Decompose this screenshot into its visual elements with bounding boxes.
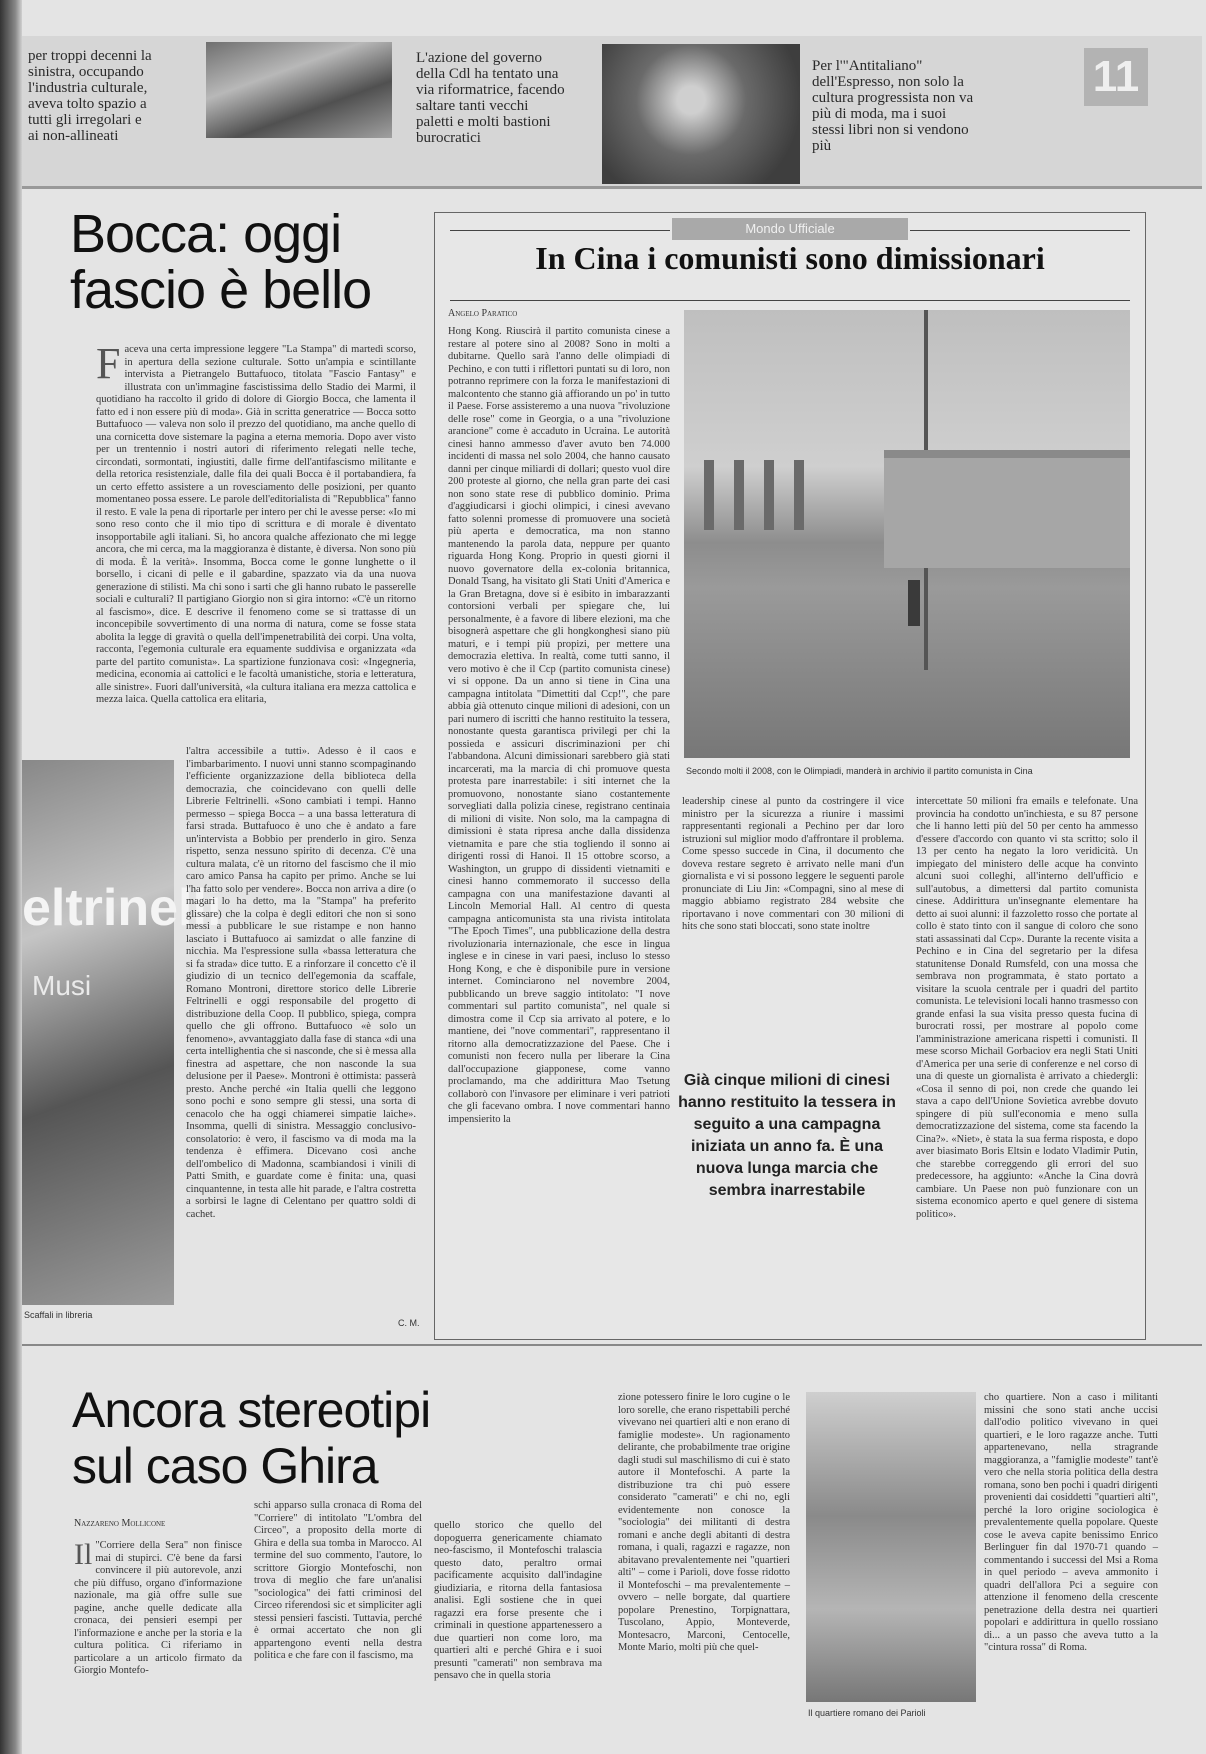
parioli-street-photo <box>806 1392 976 1702</box>
bocca-signature: C. M. <box>398 1318 420 1328</box>
cina-column-1: Hong Kong. Riuscirà il partito comunista cinese a restare al potere sino al 2008? Sono in molti a dubitarne. Quello sarà l'anno delle olimpiadi di Pechino, e con tutti i riflettori puntati su di loro, non potranno reprimere con la forza le manifestazioni di malcontento che stanno già affiorando un po' in tutto il Paese. Forse assisteremo a una nuova "rivoluzione delle rose" come in Georgia, o a una "rivoluzione arancione" come è accaduto in Ucraina. Le autorità cinesi hanno ammesso d'aver avuto ben 74.000 incidenti di massa nel solo 2004, che hanno causato danni per cinque miliardi di dollari; questo vuol dire 200 proteste al giorno, che nella gran parte dei casi non sono state rese di pubblico dominio. Prima d'aggiudicarsi i giochi olimpici, i cinesi avevano fatto solenni promesse di promuovere una società più aperta e democratica, ma non stanno mantenendo la parola data, neppure per quanto riguarda Hong Kong. Proprio in questi giorni il nuovo governatore della ex-colonia britannica, Donald Tsang, ha visitato gli Stati Uniti d'America e la Gran Bretagna, dove si è esibito in imbarazzanti contorsioni verbali per spiegare che, lui personalmente, è a favore di libere elezioni, ma che bisognerà aspettare che gli hongkonghesi siano più maturi, e i tempi più propizi, per mettere una democrazia elettiva. In realtà, come tutti sanno, il vero motivo è che il Ccp (partito comunista cinese) vi si oppone. Da un anno si tiene in Cina una campagna intitolata "Dimettiti dal Ccp!", che pare abbia già ottenuto cinque milioni di adesioni, con un pari numero di iscritti che hanno restituito la tessera, nonostante questa garantisca privilegi per chi la possieda e assicuri discriminazioni per chi l'abbandona. Alcuni dimissionari sarebbero già stati incarcerati, ma la marcia di chi promuove questa protesta pare inarrestabile: i siti internet che la promuovono, nonostante siano costantemente sorvegliati dalla polizia cinese, registrano centinaia di milioni di visite. Non solo, ma la campagna di dimissioni è stata ripresa anche dalla dissidenza vietnamita e pare che stia togliendo il sonno ai dirigenti rossi di Hanoi. Il 15 ottobre scorso, a Washington, un gruppo di dissidenti vietnamiti e cinesi hanno commemorato il successo della campagna con una manifestazione davanti al Lincoln Memorial Hall. Al centro di questa campagna anticomunista sta una rivista intitolata "The Epoch Times", una pubblicazione della destra rivoluzionaria internazionale, che esce in lingua inglese e in cinese in vari paesi, incluso lo stesso Hong Kong, e che è disponibile pure in versione internet. Cominciarono nel novembre 2004, pubblicando un breve saggio intitolato: "I nove commentari sul partito comunista", nel quale si dimostra come il Ccp sia arrivato al potere, e lo mantiene, dei "nove commentari", rappresentano il ritorno alla democratizzazione del Paese. Che i comunisti non fecero nulla per liberare la Cina dall'occupazione giapponese, come vanno proclamando, ma che addirittura Mao Tsetung collaborò con l'invasore per eliminare i veri patrioti che gli facevano ombra. I nove commentari hanno impensierito la <box>448 326 670 1125</box>
ghira-column-2: schi apparso sulla cronaca di Roma del "Corriere" di intitolato "L'ombra del Circeo", a proposito della morte di Ghira e della sua tomba in Marocco. Al termine del suo commento, l'autore, lo scrittore Giorgio Montefoschi, non trova di meglio che fare un'analisi "sociologica" dei fatti criminosi del Circeo riferendosi sic et simpliciter agli stessi pensieri fascisti. Tuttavia, perché è ormai accertato che non gli appartengono eventi nella destra politica e che fare con il fascismo, ma <box>254 1500 422 1661</box>
page-binding-edge <box>0 0 22 1754</box>
bocca-headline <box>70 206 410 318</box>
teaser-left-text: per troppi decenni la sinistra, occupando l'industria culturale, aveva tolto spazio a tutti gli irregolari e ai non-allineati <box>28 48 152 144</box>
top-teaser-strip <box>22 36 1202 189</box>
ghira-column-4: zione potessero finire le loro cugine o le loro sorelle, che erano rispettabili perché vivevano nei quartieri alti e non erano di famiglie modeste». Un ragionamento delirante, che probabilmente trae origine dagli studi sul maschilismo di cui è stato autore il Montefoschi. A parte la distribuzione tra chi può essere considerato "camerati" e chi no, egli evidentemente non conosce la "sociologia" dei militanti di destra romani e anche degli abitanti di destra romana, i quali, ragazzi e ragazze, non abitavano prevalentemente nei "quartieri alti" – come i Parioli, dove fosse ridotto il Montefoschi – ma prevalentemente – ovvero – nelle borgate, dal quartiere popolare Prenestino, Torpignattara, Tuscolano, Appio, Monteverde, Montesacro, Marconi, Centocelle, Monte Mario, molti più che quel- <box>618 1392 790 1653</box>
bocca-headline-line2: fascio è bello <box>70 260 372 320</box>
bocca-headline-line1: Bocca: oggi <box>70 204 342 264</box>
ghira-headline <box>72 1382 632 1494</box>
ghira-headline-line2: sul caso Ghira <box>72 1438 378 1494</box>
bocca-drop-cap: F <box>96 339 121 388</box>
ghira-drop-cap: Il <box>74 1538 93 1571</box>
section-separator <box>22 1344 1202 1346</box>
ghira-body-text-1: "Corriere della Sera" non finisce mai di stupirci. C'è bene da farsi convincere il più autorevole, anzi che più diffuso, organo d'informazione nazionale, ma già offre sulle sue pagine, anche quelle dedicate alla cronaca, dei pensieri esempi per l'informazione e anche per la storia e la cultura politica. Ci riferiamo in particolare a un articolo firmato da Giorgio Montefo- <box>74 1540 242 1676</box>
cina-byline: Angelo Paratico <box>448 308 518 319</box>
red-flags <box>704 460 824 530</box>
bocca-column-1 <box>96 339 416 746</box>
ghira-column-3: quello storico che quello del dopoguerra genericamente chiamato neo-fascismo, il Montefoschi tralascia questo dato, peraltro ormai pacificamente acquisito dall'indagine giudiziaria, e ritorna della fantasiosa analisi. Egli sostiene che in quei ragazzi era forse presente che i criminali in questione appartenessero a due quartieri non come loro, ma quartieri alti e perché Ghira e i suoi presunti "camerati" non sembrava ma pensavo che in quella storia <box>434 1520 602 1681</box>
cina-head-rule <box>450 300 1130 301</box>
cina-pull-quote: Già cinque milioni di cinesi hanno restituito la tessera in seguito a una campagna iniziata un anno fa. È una nuova lunga marcia che sembra inarrestabile <box>678 1072 896 1199</box>
beijing-square-photo <box>684 310 1130 758</box>
cina-top-rule <box>450 230 670 231</box>
cina-kicker: Mondo Ufficiale <box>672 218 908 240</box>
ghira-column-5: cho quartiere. Non a caso i militanti missini che sono stati anche uccisi dall'odio politico vivevano in quei quartieri, e le loro ragazze anche. Tutti appartenevano, nella stragrande maggioranza, a "famiglie modeste" tant'è vero che nella storia politica della destra romana, sono ben pochi i quadri dirigenti provenienti dai cosiddetti "quartieri alti", perché la loro origine sociologica è prevalentemente quella popolare. Queste cose le aveva capite benissimo Enrico Berlinguer fin dal 1970-71 quando – commentando i successi del Msi a Roma in quel periodo – aveva ammonito i quadri dell'allora Pci a seguire con attenzione il fenomeno della crescente penetrazione della destra nei quartieri popolari e addirittura in quello rossiano di... a un passo che aveva tutto a la "cintura rossa" di Roma. <box>984 1392 1158 1653</box>
ghira-column-1 <box>74 1540 242 1740</box>
page-number: 11 <box>1084 48 1148 106</box>
teaser-books-photo <box>206 42 392 138</box>
feltrinelli-sign-text: eltrinelli <box>22 879 222 937</box>
ghira-headline-line1: Ancora stereotipi <box>72 1382 431 1438</box>
cina-column-2: leadership cinese al punto da costringere il vice ministro per la sicurezza a riunire i massimi rappresentanti regionali a Pechino per dar loro istruzioni sul miglior modo d'affrontare il problema. Come spesso succede in Cina, il documento che doveva restare segreto è arrivato nelle mani d'un giornalista e vi si possono leggere le seguenti parole pronunciate di Liu Jin: «Compagni, sino al mese di maggio abbiamo registrato 284 website che riportavano i nove commentari con 30 milioni di hits che sono stati bloccati, sono state inoltre <box>682 796 904 932</box>
bocca-column-2: l'altra accessibile a tutti». Adesso è il caos e l'imbarbarimento. I nuovi unni stanno scompaginando l'efficiente organizzazione della biblioteca della democrazia, che coincidevano con quelli delle Librerie Feltrinelli. «Sono cambiati i tempi. Hanno permesso – spiega Bocca – a una bassa letteratura di farsi strada. Buttafuoco è uno che è andato a fare un'intervista a Bobbio per prenderlo in giro. Senza rispetto, senza nessuno spirito di decenza. C'è una cultura malata, c'è un ritorno del fascismo che il mio caro amico Pansa ha capito per primo. Anche se lui l'ha fatto solo per vendere». Bocca non arriva a dire (o magari lo ha detto, ma la "Stampa" ha preferito glissare) che la colpa è degli editori che non si sono messi a pubblicare le sue ristampe e non hanno lasciato i Buttafuoco ai samizdat o alle fanzine di nicchia. Ma l'espressione sulla «bassa letteratura che si fa strada» dice tutto. E a rinforzare il concetto c'è il giudizio di un tecnico dell'egemonia da scaffale, Romano Montroni, direttore storico delle Librerie Feltrinelli e oggi responsabile del progetto di distribuzione della Coop. Il pubblico, spiega, compra quello che gli offrono. Buttafuoco «è solo un fenomeno», avvantaggiato dalla fase di stanca «di una certa intellighentia che si nasconde, che si è messa alla finestra ad aspettare, che non nasconde la sua delusione per il Paese». Montroni è ottimista: passerà presto. Anche perché «in Italia quelli che leggono sono pochi e sono sempre gli stessi, una sorta di cenacolo che ha oggi chiamerei simpatie laiche». Insomma, quelli di sinistra. Messaggio conclusivo-consolatorio: è vero, il fascismo va di moda ma la tendenza è effimera. Dicevano così anche dell'ombelico di Madonna, scambiandosi i vinili di Patti Smith, e guardate come è finita: una, quasi cinquantenne, in testa alle hit parade, e l'altra costretta a sorbirsi le lagne di Celentano per quattro soldi di cachet. <box>186 746 416 1220</box>
cina-top-rule-right <box>910 230 1130 231</box>
building-silhouette <box>884 450 1130 568</box>
teaser-portrait-photo <box>602 44 800 184</box>
parioli-photo-caption: Il quartiere romano dei Parioli <box>808 1708 926 1718</box>
cina-headline: In Cina i comunisti sono dimissionari <box>535 240 1045 276</box>
teaser-right-text: Per l'"Antitaliano" dell'Espresso, non solo la cultura progressista non va più di moda, ma i suoi stessi libri non si vendono più <box>812 58 974 154</box>
feltrinelli-photo-caption: Scaffali in libreria <box>24 1310 93 1320</box>
guard-figure <box>908 580 920 626</box>
music-sign-text: Musi <box>32 970 92 1001</box>
feltrinelli-bookstore-photo <box>22 760 222 1305</box>
bocca-body-text-1: aceva una certa impressione leggere "La Stampa" di martedì scorso, in apertura della sezione culturale. Sotto un'ampia e scintillante intervista a Pietrangelo Buttafuoco, titolata "Fascio Fantasy" e illustrata con un'immagine fascistissima dello Stadio dei Marmi, il quotidiano ha raccolto il grido di dolore di Giorgio Bocca, che lamenta il fatto ed i non essere più di moda». Già in scritta generatrice — Bocca sotto Buttafuoco — valeva non solo il prezzo del quotidiano, ma anche quello di una cornicetta dove sistemare la pagina a eterna memoria. Dopo aver visto per un trentennio i nostri autori di riferimento relegati nelle teche, circondati, sormontati, ingiustiti, dalle firme dell'antifascismo militante e della retorica resistenziale, dalle fila dei quali Bocca è il portabandiera, fa un certo effetto assistere a un rovesciamento delle posizioni, per quanto momentaneo possa essere. Le parole dell'editorialista di "Repubblica" fanno il resto. E vale la pena di riportarle per intero per chi le avesse perse: «Io mi sono reso conto che il mio tipo di scrittura e di morale è diventato insopportabile agli italiani. Sì, ho ancora qualche affezionato che mi legge ancora, che mi cerca, ma la maggioranza è distante, è diversa. Non sono più di moda. È la verità». Insomma, Bocca come le gonne lunghette o il borsello, i cicani di pelle e il gabardine, spazzato via da una nuova generazione di stilisti. Ma chi sono i sarti che gli hanno rubato le passerelle sociali e culturali? Il partigiano Giorgio non si gira intorno: «C'è un ritorno al fascismo», dice. E descrive il fenomeno come se si trattasse di un inconcepibile sovvertimento di una norma di natura, come se fosse stata abolita la legge di gravità o quella dell'impenetrabilità dei corpi. Una volta, racconta, l'egemonia culturale era equamente suddivisa e organizzata «da parte del partito comunista». La spartizione funzionava così: «Ingegneria, medicina, economia ai cattolici e le facoltà umanistiche, storia e letteratura, alle sinistre». Fuori dall'università, «la cultura italiana era mezza cattolica e mezza laica. Quella cattolica era elitaria, <box>96 344 416 705</box>
teaser-mid-text: L'azione del governo della Cdl ha tentato una via riformatrice, facendo saltare tanti vecchi paletti e molti bastioni burocratici <box>416 50 565 146</box>
beijing-photo-caption: Secondo molti il 2008, con le Olimpiadi, manderà in archivio il partito comunista in Cina <box>686 766 1033 776</box>
ghira-byline: Nazzareno Mollicone <box>74 1518 166 1529</box>
cina-column-3: intercettate 50 milioni fra emails e telefonate. Una provincia ha condotto un'inchiesta, e su 87 persone che li hanno letti più del 50 per cento ha ammesso d'essere d'accordo con quanto vi sta scritto; solo il 13 per cento ha negato la loro veridicità. Un impiegato del ministero delle acque ha convinto alcuni suoi colleghi, all'interno dell'ufficio e sull'autobus, a dimettersi dal partito comunista cinese. Addirittura un'insegnante elementare ha detto ai suoi alunni: il fazzoletto rosso che portate al collo è stato tinto con il sangue di coloro che sono stati assassinati dal Ccp». Durante la recente visita a Pechino e in Cina del segretario per la difesa statunitense Donald Rumsfeld, con una mossa che sembrava non programmata, è stato portato a visitare la scuola centrale per i quadri del partito comunista. Le televisioni locali hanno trasmesso con grande enfasi la sua visita presso questa fucina di burocrati rossi, per mostrare al popolo come l'amministrazione americana rispetti i comunisti. Il mese scorso Michail Gorbaciov era negli Stati Uniti d'America per una serie di conferenze e nel corso di una di queste un giornalista è arrivato a chiedergli: «Cosa il senno di poi, non crede che quando lei stava a capo dell'Unione Sovietica avrebbe dovuto spingere di più sull'economia e meno sulla democratizzazione del sistema, come sta facendo la Cina?». «Niet», è stata la sua ferma risposta, e dopo aver biasimato Boris Eltsin e lodato Vladimir Putin, che starebbe correggendo gli errori del suo predecessore, ha aggiunto: «Anche la Cina dovrà cambiare. Un Paese non può funzionare con un sistema economico aperto e quel genere di sistema politico». <box>916 796 1138 1220</box>
